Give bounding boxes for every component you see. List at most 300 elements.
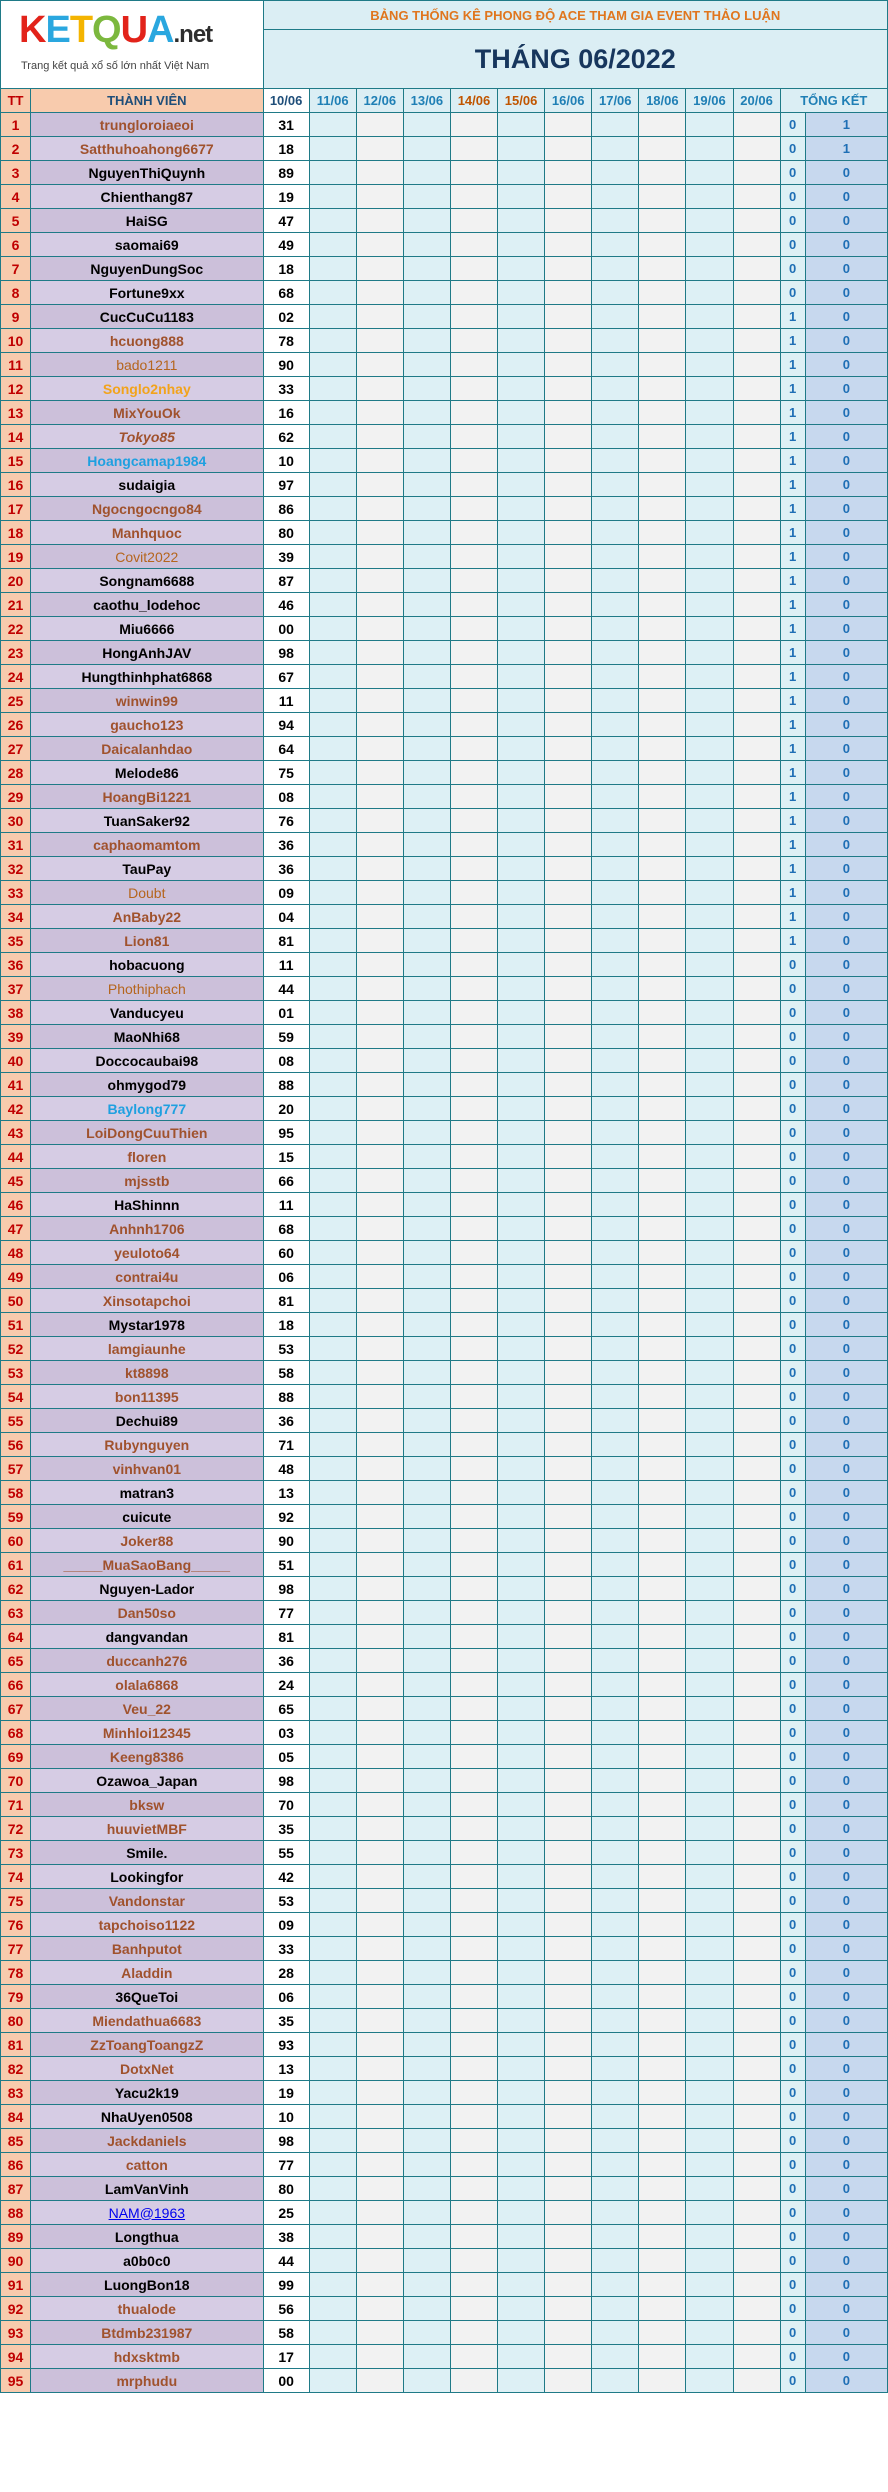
day-cell xyxy=(498,1649,545,1673)
day-cell xyxy=(639,569,686,593)
day-cell xyxy=(686,641,733,665)
day-cell xyxy=(592,1385,639,1409)
row-index: 7 xyxy=(1,257,31,281)
table-row xyxy=(1,641,888,665)
member-number: 44 xyxy=(263,2249,309,2273)
day-cell xyxy=(733,641,780,665)
total-cell: 0 xyxy=(805,1697,887,1721)
day-cell xyxy=(356,2297,403,2321)
row-index: 35 xyxy=(1,929,31,953)
day-cell xyxy=(639,1553,686,1577)
day-cell xyxy=(639,905,686,929)
total-cell: 0 xyxy=(805,2033,887,2057)
member-name: MaoNhi68 xyxy=(31,1025,264,1049)
tally-cell: 0 xyxy=(780,1697,805,1721)
day-cell xyxy=(592,881,639,905)
day-cell xyxy=(733,545,780,569)
tally-cell: 1 xyxy=(780,809,805,833)
total-cell: 0 xyxy=(805,2201,887,2225)
member-name: AnBaby22 xyxy=(31,905,264,929)
member-number: 98 xyxy=(263,641,309,665)
day-cell xyxy=(309,2201,356,2225)
day-cell xyxy=(733,2081,780,2105)
day-cell xyxy=(403,1409,450,1433)
day-cell xyxy=(686,1553,733,1577)
member-number: 16 xyxy=(263,401,309,425)
member-number: 75 xyxy=(263,761,309,785)
day-cell xyxy=(686,1265,733,1289)
total-cell: 0 xyxy=(805,1409,887,1433)
day-cell xyxy=(498,1889,545,1913)
day-cell xyxy=(450,113,497,137)
day-cell xyxy=(309,353,356,377)
row-index: 85 xyxy=(1,2129,31,2153)
day-cell xyxy=(450,305,497,329)
table-row xyxy=(1,1409,888,1433)
table-row xyxy=(1,1721,888,1745)
member-link[interactable]: NAM@1963 xyxy=(108,2204,186,2221)
day-cell xyxy=(498,2369,545,2393)
day-cell xyxy=(498,1721,545,1745)
logo-area[interactable] xyxy=(1,1,264,89)
day-cell xyxy=(356,761,403,785)
day-cell xyxy=(686,1433,733,1457)
day-cell xyxy=(639,665,686,689)
member-name: Ngocngocngo84 xyxy=(31,497,264,521)
day-cell xyxy=(592,1457,639,1481)
day-cell xyxy=(639,1865,686,1889)
member-name: bksw xyxy=(31,1793,264,1817)
day-cell xyxy=(309,1913,356,1937)
tally-cell: 0 xyxy=(780,2105,805,2129)
table-row xyxy=(1,1601,888,1625)
member-name: LoiDongCuuThien xyxy=(31,1121,264,1145)
day-cell xyxy=(592,2249,639,2273)
member-number: 59 xyxy=(263,1025,309,1049)
day-cell xyxy=(686,401,733,425)
total-cell: 0 xyxy=(805,161,887,185)
day-cell xyxy=(733,1985,780,2009)
day-cell xyxy=(733,425,780,449)
member-name: Satthuhoahong6677 xyxy=(31,137,264,161)
day-cell xyxy=(592,2201,639,2225)
day-cell xyxy=(545,2105,592,2129)
day-cell xyxy=(733,1793,780,1817)
table-row xyxy=(1,1529,888,1553)
day-cell xyxy=(450,473,497,497)
row-index: 71 xyxy=(1,1793,31,1817)
day-cell xyxy=(733,1865,780,1889)
day-cell xyxy=(686,1385,733,1409)
day-cell xyxy=(450,2009,497,2033)
day-cell xyxy=(498,161,545,185)
day-cell xyxy=(639,1817,686,1841)
day-cell xyxy=(639,1121,686,1145)
tally-cell: 1 xyxy=(780,449,805,473)
day-cell xyxy=(733,1217,780,1241)
member-number: 53 xyxy=(263,1889,309,1913)
tally-cell: 1 xyxy=(780,737,805,761)
member-number: 60 xyxy=(263,1241,309,1265)
day-cell xyxy=(545,2297,592,2321)
day-cell xyxy=(545,281,592,305)
day-cell xyxy=(498,1985,545,2009)
table-row xyxy=(1,1985,888,2009)
day-cell xyxy=(450,641,497,665)
day-cell xyxy=(356,1841,403,1865)
day-cell xyxy=(356,1145,403,1169)
row-index: 86 xyxy=(1,2153,31,2177)
day-cell xyxy=(356,1697,403,1721)
day-cell xyxy=(403,2225,450,2249)
day-cell xyxy=(450,1361,497,1385)
day-cell xyxy=(639,1337,686,1361)
day-cell xyxy=(733,1457,780,1481)
day-cell xyxy=(450,353,497,377)
day-cell xyxy=(592,2177,639,2201)
tally-cell: 0 xyxy=(780,1193,805,1217)
member-name: DotxNet xyxy=(31,2057,264,2081)
day-cell xyxy=(450,953,497,977)
table-row xyxy=(1,809,888,833)
day-cell xyxy=(592,1817,639,1841)
day-cell xyxy=(545,1769,592,1793)
day-cell xyxy=(309,953,356,977)
row-index: 72 xyxy=(1,1817,31,1841)
day-cell xyxy=(450,1097,497,1121)
day-cell xyxy=(686,1481,733,1505)
member-name: mjsstb xyxy=(31,1169,264,1193)
table-row xyxy=(1,185,888,209)
day-cell xyxy=(639,353,686,377)
day-cell xyxy=(498,1361,545,1385)
day-cell xyxy=(733,1913,780,1937)
day-cell xyxy=(403,1841,450,1865)
member-name: LamVanVinh xyxy=(31,2177,264,2201)
day-cell xyxy=(356,1433,403,1457)
logo-letter: K xyxy=(19,9,46,51)
total-cell: 0 xyxy=(805,545,887,569)
day-cell xyxy=(309,1193,356,1217)
header-date: 16/06 xyxy=(545,89,592,113)
member-name: contrai4u xyxy=(31,1265,264,1289)
header-date: 20/06 xyxy=(733,89,780,113)
day-cell xyxy=(403,1697,450,1721)
table-row xyxy=(1,2105,888,2129)
tally-cell: 1 xyxy=(780,497,805,521)
day-cell xyxy=(733,1193,780,1217)
day-cell xyxy=(545,905,592,929)
row-index: 39 xyxy=(1,1025,31,1049)
total-cell: 0 xyxy=(805,1937,887,1961)
day-cell xyxy=(733,1961,780,1985)
table-row xyxy=(1,449,888,473)
day-cell xyxy=(686,1793,733,1817)
member-number: 17 xyxy=(263,2345,309,2369)
day-cell xyxy=(639,1505,686,1529)
member-name: NguyenDungSoc xyxy=(31,257,264,281)
day-cell xyxy=(309,2249,356,2273)
day-cell xyxy=(639,1361,686,1385)
day-cell xyxy=(309,929,356,953)
day-cell xyxy=(592,1961,639,1985)
day-cell xyxy=(498,497,545,521)
total-cell: 0 xyxy=(805,1337,887,1361)
row-index: 3 xyxy=(1,161,31,185)
day-cell xyxy=(545,1313,592,1337)
day-cell xyxy=(309,1601,356,1625)
table-row xyxy=(1,1217,888,1241)
day-cell xyxy=(733,473,780,497)
day-cell xyxy=(545,1577,592,1601)
day-cell xyxy=(639,641,686,665)
day-cell xyxy=(403,377,450,401)
day-cell xyxy=(403,809,450,833)
day-cell xyxy=(356,353,403,377)
tally-cell: 0 xyxy=(780,1001,805,1025)
day-cell xyxy=(309,257,356,281)
member-number: 98 xyxy=(263,1577,309,1601)
day-cell xyxy=(403,881,450,905)
day-cell xyxy=(498,1577,545,1601)
table-row xyxy=(1,1241,888,1265)
day-cell xyxy=(639,281,686,305)
day-cell xyxy=(592,785,639,809)
day-cell xyxy=(450,2153,497,2177)
day-cell xyxy=(309,1745,356,1769)
total-cell: 0 xyxy=(805,2321,887,2345)
day-cell xyxy=(356,665,403,689)
day-cell xyxy=(639,857,686,881)
day-cell xyxy=(498,1073,545,1097)
day-cell xyxy=(733,2057,780,2081)
total-cell: 0 xyxy=(805,2009,887,2033)
day-cell xyxy=(356,1721,403,1745)
table-row xyxy=(1,1049,888,1073)
member-number: 55 xyxy=(263,1841,309,1865)
row-index: 91 xyxy=(1,2273,31,2297)
day-cell xyxy=(498,2297,545,2321)
day-cell xyxy=(639,1049,686,1073)
day-cell xyxy=(686,2153,733,2177)
day-cell xyxy=(403,1553,450,1577)
row-index: 61 xyxy=(1,1553,31,1577)
tally-cell: 0 xyxy=(780,185,805,209)
day-cell xyxy=(309,1049,356,1073)
day-cell xyxy=(592,1409,639,1433)
day-cell xyxy=(733,2201,780,2225)
day-cell xyxy=(733,353,780,377)
day-cell xyxy=(403,2201,450,2225)
day-cell xyxy=(403,2249,450,2273)
day-cell xyxy=(403,449,450,473)
day-cell xyxy=(592,641,639,665)
day-cell xyxy=(403,305,450,329)
row-index: 74 xyxy=(1,1865,31,1889)
member-number: 94 xyxy=(263,713,309,737)
day-cell xyxy=(403,833,450,857)
day-cell xyxy=(356,1913,403,1937)
day-cell xyxy=(403,1049,450,1073)
member-name: Rubynguyen xyxy=(31,1433,264,1457)
day-cell xyxy=(686,1721,733,1745)
day-cell xyxy=(450,1337,497,1361)
day-cell xyxy=(545,329,592,353)
row-index: 51 xyxy=(1,1313,31,1337)
table-row xyxy=(1,1937,888,1961)
day-cell xyxy=(356,2177,403,2201)
member-number: 01 xyxy=(263,1001,309,1025)
row-index: 26 xyxy=(1,713,31,737)
day-cell xyxy=(498,449,545,473)
day-cell xyxy=(592,2321,639,2345)
total-cell: 0 xyxy=(805,1769,887,1793)
day-cell xyxy=(450,1649,497,1673)
day-cell xyxy=(686,1985,733,2009)
member-name: a0b0c0 xyxy=(31,2249,264,2273)
row-index: 52 xyxy=(1,1337,31,1361)
day-cell xyxy=(639,2201,686,2225)
logo-letter: T xyxy=(69,9,93,51)
member-name: Miendathua6683 xyxy=(31,2009,264,2033)
row-index: 75 xyxy=(1,1889,31,1913)
day-cell xyxy=(450,1457,497,1481)
member-name: Smile. xyxy=(31,1841,264,1865)
day-cell xyxy=(686,113,733,137)
tally-cell: 0 xyxy=(780,2201,805,2225)
day-cell xyxy=(639,137,686,161)
day-cell xyxy=(403,1025,450,1049)
table-row xyxy=(1,665,888,689)
day-cell xyxy=(403,1313,450,1337)
day-cell xyxy=(639,1913,686,1937)
day-cell xyxy=(686,1889,733,1913)
day-cell xyxy=(592,401,639,425)
day-cell xyxy=(639,953,686,977)
day-cell xyxy=(686,257,733,281)
site-logo[interactable] xyxy=(1,1,241,81)
day-cell xyxy=(592,1889,639,1913)
table-row xyxy=(1,1697,888,1721)
day-cell xyxy=(639,233,686,257)
day-cell xyxy=(592,137,639,161)
day-cell xyxy=(403,497,450,521)
row-index: 60 xyxy=(1,1529,31,1553)
day-cell xyxy=(733,1625,780,1649)
day-cell xyxy=(733,1673,780,1697)
day-cell xyxy=(309,1385,356,1409)
day-cell xyxy=(498,1553,545,1577)
day-cell xyxy=(639,1649,686,1673)
day-cell xyxy=(686,689,733,713)
day-cell xyxy=(403,1817,450,1841)
day-cell xyxy=(545,761,592,785)
day-cell xyxy=(356,1793,403,1817)
day-cell xyxy=(592,617,639,641)
sheet-title: BẢNG THỐNG KÊ PHONG ĐỘ ACE THAM GIA EVENT THẢO LUẬN xyxy=(263,1,887,30)
tally-cell: 0 xyxy=(780,2177,805,2201)
day-cell xyxy=(639,2249,686,2273)
day-cell xyxy=(545,593,592,617)
tally-cell: 0 xyxy=(780,113,805,137)
day-cell xyxy=(592,833,639,857)
day-cell xyxy=(639,1481,686,1505)
member-name: 36QueToi xyxy=(31,1985,264,2009)
day-cell xyxy=(403,761,450,785)
day-cell xyxy=(733,1169,780,1193)
tally-cell: 0 xyxy=(780,2273,805,2297)
table-row xyxy=(1,1193,888,1217)
day-cell xyxy=(309,881,356,905)
header-row xyxy=(1,89,888,113)
day-cell xyxy=(498,1409,545,1433)
day-cell xyxy=(733,1601,780,1625)
tally-cell: 1 xyxy=(780,593,805,617)
day-cell xyxy=(450,2273,497,2297)
day-cell xyxy=(545,713,592,737)
member-number: 46 xyxy=(263,593,309,617)
day-cell xyxy=(403,161,450,185)
day-cell xyxy=(639,1073,686,1097)
day-cell xyxy=(639,1217,686,1241)
day-cell xyxy=(356,1385,403,1409)
day-cell xyxy=(403,1913,450,1937)
member-number: 20 xyxy=(263,1097,309,1121)
day-cell xyxy=(309,593,356,617)
day-cell xyxy=(309,473,356,497)
day-cell xyxy=(498,689,545,713)
day-cell xyxy=(450,689,497,713)
row-index: 73 xyxy=(1,1841,31,1865)
day-cell xyxy=(686,953,733,977)
day-cell xyxy=(356,1193,403,1217)
day-cell xyxy=(733,305,780,329)
day-cell xyxy=(498,1457,545,1481)
total-cell: 0 xyxy=(805,2177,887,2201)
day-cell xyxy=(592,857,639,881)
day-cell xyxy=(403,1481,450,1505)
day-cell xyxy=(639,1985,686,2009)
day-cell xyxy=(498,1385,545,1409)
day-cell xyxy=(356,1001,403,1025)
day-cell xyxy=(450,257,497,281)
row-index: 55 xyxy=(1,1409,31,1433)
day-cell xyxy=(639,1097,686,1121)
total-cell: 0 xyxy=(805,377,887,401)
member-number: 36 xyxy=(263,833,309,857)
day-cell xyxy=(686,2129,733,2153)
day-cell xyxy=(592,1985,639,2009)
day-cell xyxy=(403,1217,450,1241)
day-cell xyxy=(309,1721,356,1745)
tally-cell: 0 xyxy=(780,1457,805,1481)
day-cell xyxy=(639,113,686,137)
row-index: 40 xyxy=(1,1049,31,1073)
tally-cell: 0 xyxy=(780,257,805,281)
day-cell xyxy=(686,2321,733,2345)
day-cell xyxy=(450,929,497,953)
day-cell xyxy=(733,953,780,977)
member-number: 81 xyxy=(263,1625,309,1649)
day-cell xyxy=(309,2177,356,2201)
header-date: 11/06 xyxy=(309,89,356,113)
row-index: 43 xyxy=(1,1121,31,1145)
tally-cell: 1 xyxy=(780,521,805,545)
day-cell xyxy=(639,809,686,833)
day-cell xyxy=(545,497,592,521)
day-cell xyxy=(450,1577,497,1601)
day-cell xyxy=(733,137,780,161)
